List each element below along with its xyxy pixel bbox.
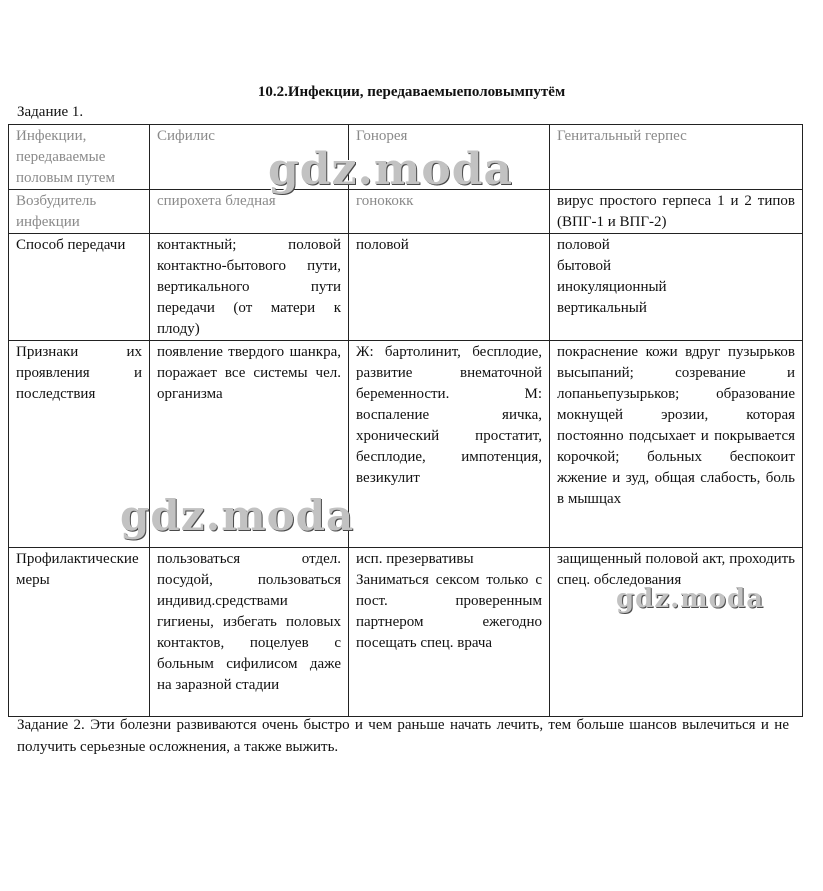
row-label-pathogen: Возбудитель инфекции	[9, 190, 150, 234]
table-cell: спирохета бледная	[150, 190, 349, 234]
watermark: gdz.moda	[120, 491, 355, 540]
watermark: gdz.moda	[268, 144, 514, 195]
table-cell: контактный; половой контактно-бытового пути, вертикального пути передачи (от матери к плоду)	[150, 234, 349, 341]
infections-table	[8, 124, 803, 717]
row-label-symptoms: Признаки их проявления и последствия	[9, 341, 150, 548]
page-title: 10.2.Инфекции, передаваемыеполовымпутём	[257, 84, 566, 100]
table-row	[9, 234, 803, 341]
table-row	[9, 548, 803, 717]
header-cell-infections: Инфекции, передаваемые половым путем	[9, 125, 150, 190]
watermark: gdz.moda	[616, 584, 765, 614]
header-cell-syphilis: Сифилис	[150, 125, 349, 190]
table-cell: половой	[349, 234, 550, 341]
table-row	[9, 190, 803, 234]
table-cell: появление твердого шанкра, поражает все системы чел. организма	[150, 341, 349, 548]
table-cell: половой бытовой инокуляционный вертикальный	[550, 234, 803, 341]
table-cell: вирус простого герпеса 1 и 2 типов (ВПГ-1 и ВПГ-2)	[550, 190, 803, 234]
header-cell-gonorrhea: Гонорея	[349, 125, 550, 190]
row-label-prevention: Профилактические меры	[9, 548, 150, 717]
table-cell: защищенный половой акт, проходить спец. обследования	[550, 548, 803, 717]
table-cell: гонококк	[349, 190, 550, 234]
header-cell-herpes: Генитальный герпес	[550, 125, 803, 190]
table-cell: пользоваться отдел. посудой, пользоваться индивид.средствами гигиены, избегать половых контактов, поцелуев с больным сифилисом даже на заразной стадии	[150, 548, 349, 717]
table-cell: исп. презервативы Заниматься сексом только с пост. проверенным партнером ежегодно посещать спец. врача	[349, 548, 550, 717]
table-cell: покраснение кожи вдруг пузырьков высыпаний; созревание и лопаньепузырьков; образование мокнущей эрозии, которая постоянно подсыхает и покрывается корочкой; больных беспокоит жжение и зуд, общая слабость, боль в мышцах	[550, 341, 803, 548]
task-1-label: Задание 1.	[17, 104, 84, 120]
row-label-transmission: Способ передачи	[9, 234, 150, 341]
table-cell: Ж: бартолинит, бесплодие, развитие внематочной беременности. М: воспаление яичка, хронический простатит, бесплодие, импотенция, везикулит	[349, 341, 550, 548]
task-2-paragraph: Задание 2. Эти болезни развиваются очень быстро и чем раньше начать лечить, тем больше шансов вылечиться и не получить серьезные осложнения, а также выжить.	[17, 717, 789, 755]
